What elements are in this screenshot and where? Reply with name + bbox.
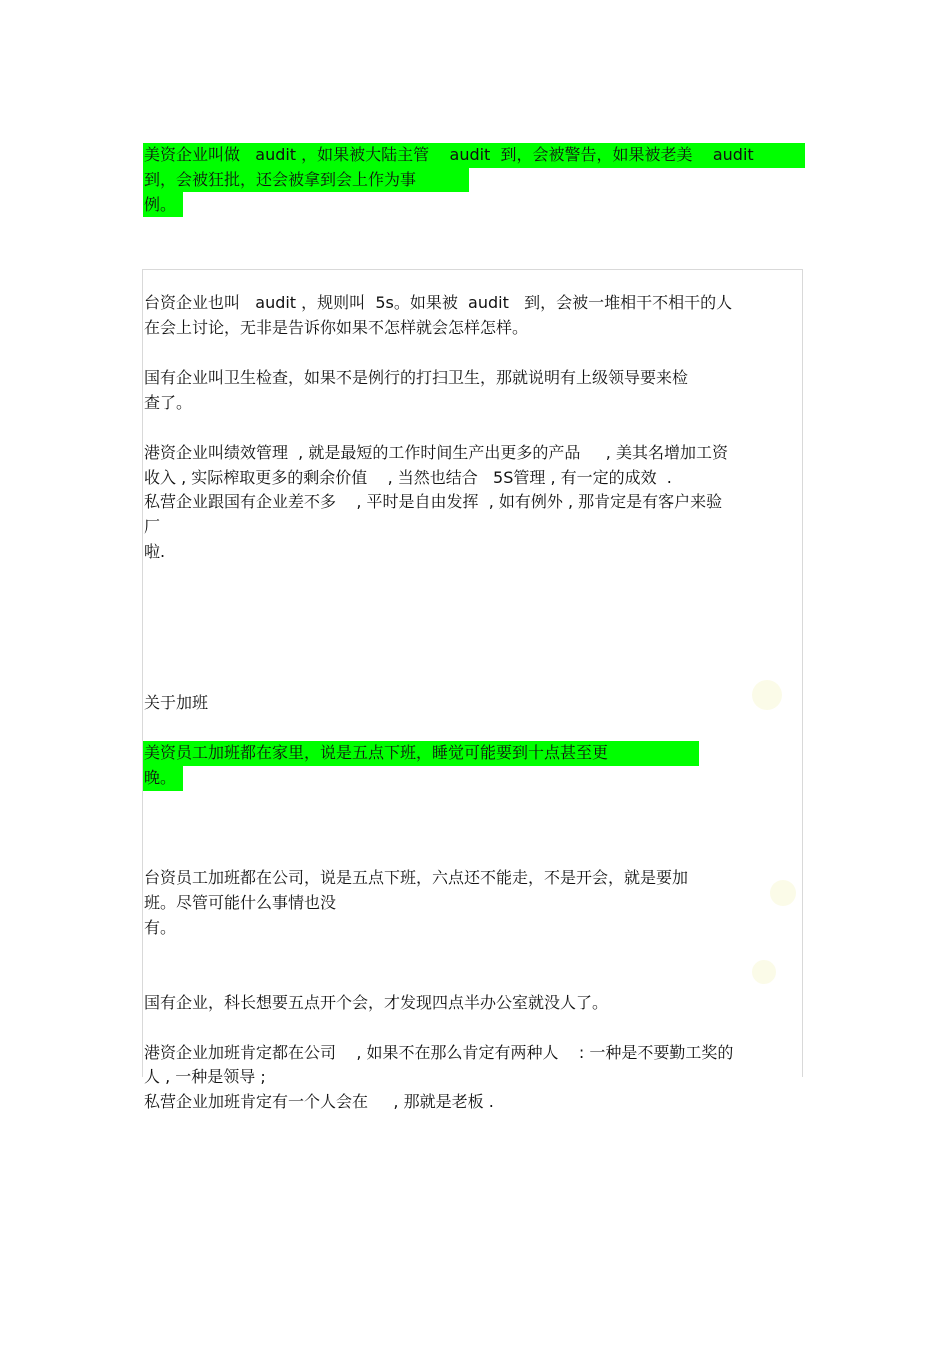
text-line: 啦. bbox=[144, 542, 166, 561]
text-line: 台资员工加班都在公司，说是五点下班，六点还不能走，不是开会，就是要加 bbox=[144, 868, 689, 887]
text-line: 国有企业叫卫生检查，如果不是例行的打扫卫生，那就说明有上级领导要来检 bbox=[144, 368, 689, 387]
text-line: 港资企业加班肯定都在公司 , 如果不在那么肯定有两种人 : 一种是不要勤工奖的 bbox=[144, 1043, 734, 1062]
text-line: 私营企业跟国有企业差不多 , 平时是自由发挥 , 如有例外 , 那肯定是有客户来验 bbox=[144, 492, 723, 511]
text-line: 港资企业叫绩效管理 , 就是最短的工作时间生产出更多的产品 , 美其名增加工资 bbox=[144, 443, 728, 462]
text-line: 到，会被狂批，还会被拿到会上作为事 bbox=[144, 170, 417, 189]
section-heading: 关于加班 bbox=[144, 693, 209, 712]
text-line: 有。 bbox=[144, 918, 177, 937]
text-line: 私营企业加班肯定有一个人会在 , 那就是老板 . bbox=[144, 1092, 494, 1111]
text-line: 台资企业也叫 audit ，规则叫 5s。如果被 audit 到，会被一堆相干不相干的人 bbox=[144, 293, 733, 312]
text-line: 晚。 bbox=[144, 768, 177, 787]
text-line: 国有企业，科长想要五点开个会，才发现四点半办公室就没人了。 bbox=[144, 993, 609, 1012]
text-line: 在会上讨论，无非是告诉你如果不怎样就会怎样怎样。 bbox=[144, 318, 529, 337]
text-line: 查了。 bbox=[144, 393, 193, 412]
text-line: 人 , 一种是领导 ; bbox=[144, 1067, 266, 1086]
text-line: 厂 bbox=[144, 517, 161, 536]
text-line: 班。尽管可能什么事情也没 bbox=[144, 893, 337, 912]
text-line: 美资员工加班都在家里，说是五点下班，睡觉可能要到十点甚至更 bbox=[144, 743, 609, 762]
text-line: 例。 bbox=[144, 195, 177, 214]
content-frame bbox=[142, 269, 803, 1077]
text-line: 收入 , 实际榨取更多的剩余价值 , 当然也结合 5S管理 , 有一定的成效 . bbox=[144, 468, 672, 487]
text-line: 美资企业叫做 audit ，如果被大陆主管 audit 到，会被警告，如果被老美 audit bbox=[144, 145, 754, 164]
